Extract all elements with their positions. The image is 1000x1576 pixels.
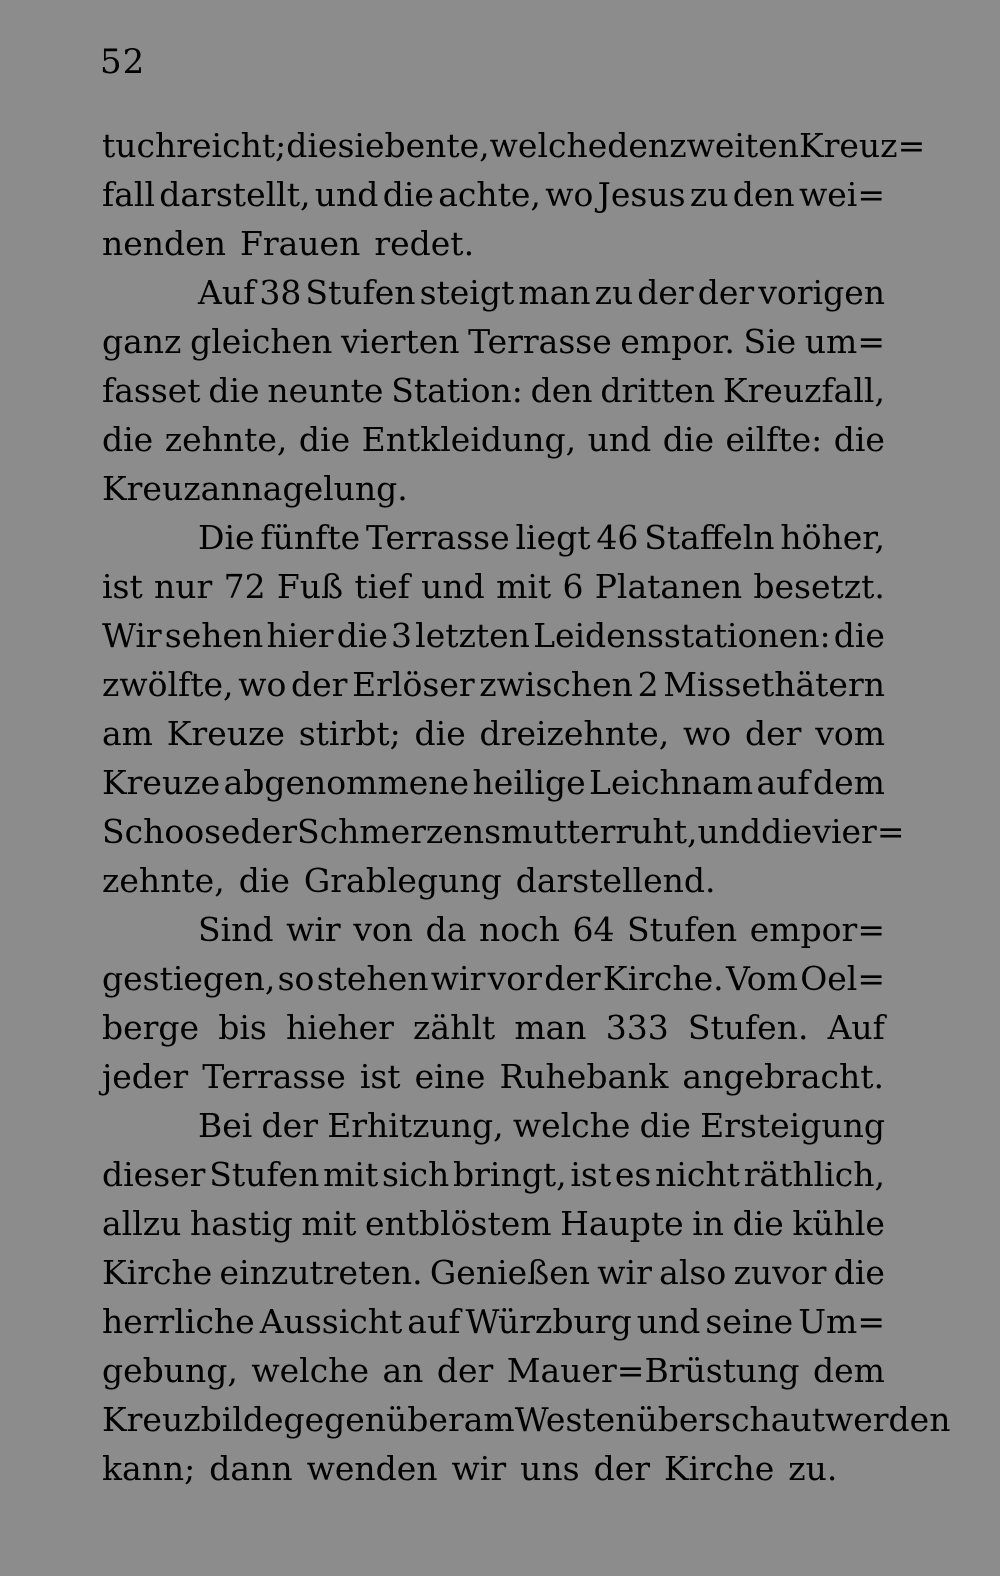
word: und — [636, 1302, 701, 1341]
word: Haupte — [560, 1204, 684, 1243]
word: wir — [430, 959, 486, 998]
word: letzten — [415, 616, 530, 655]
word: bis — [218, 1008, 267, 1047]
word: nur — [154, 567, 213, 606]
word: Sie — [743, 322, 797, 361]
word: mit — [323, 1155, 379, 1194]
word: die — [833, 616, 885, 655]
text-line — [102, 905, 885, 954]
text-line — [102, 464, 885, 513]
word: der — [436, 1351, 494, 1390]
word: 2 — [637, 665, 659, 704]
word: Fuß — [276, 567, 344, 606]
word: ist — [570, 1155, 612, 1194]
word: einzutreten. — [219, 1253, 423, 1292]
word: Kirche — [664, 1449, 775, 1488]
word: vierten — [340, 322, 460, 361]
word: nicht — [655, 1155, 740, 1194]
word: jeder — [102, 1057, 189, 1096]
text-line — [102, 1150, 885, 1199]
word: so — [277, 959, 315, 998]
text-line — [102, 366, 885, 415]
word: den — [732, 175, 795, 214]
word: sehen — [164, 616, 264, 655]
word: welche — [489, 126, 608, 165]
word: siebente, — [337, 126, 490, 165]
word: die — [102, 420, 154, 459]
word: Um= — [798, 1302, 885, 1341]
word: seine — [705, 1302, 794, 1341]
word: auf — [756, 763, 810, 802]
word: der — [240, 812, 297, 851]
word: Station: — [391, 371, 523, 410]
text-line — [102, 660, 885, 709]
text-line — [102, 513, 885, 562]
text-line — [102, 611, 885, 660]
word: der — [544, 959, 601, 998]
word: Genießen — [429, 1253, 590, 1292]
word: kann; — [102, 1449, 196, 1488]
word: Stufen — [209, 1155, 320, 1194]
word: wir — [286, 910, 341, 949]
text-line — [102, 709, 885, 758]
word: reicht; — [176, 126, 287, 165]
word: Aussicht — [259, 1302, 403, 1341]
text-line — [102, 415, 885, 464]
word: 64 — [572, 910, 615, 949]
text-line — [102, 1052, 885, 1101]
word: redet. — [374, 224, 475, 263]
word: um= — [804, 322, 885, 361]
word: tief — [354, 567, 410, 606]
word: wo — [545, 175, 594, 214]
word: da — [425, 910, 467, 949]
word: wei= — [798, 175, 885, 214]
word: entblöstem — [364, 1204, 552, 1243]
word: die — [298, 420, 351, 459]
word: zehnte, — [164, 420, 288, 459]
word: vom — [815, 714, 885, 753]
word: man — [514, 1008, 587, 1047]
word: die — [833, 1253, 885, 1292]
word: 46 — [596, 518, 639, 557]
word: Terrasse — [366, 518, 510, 557]
word: welche — [512, 1106, 631, 1145]
word: Schoose — [102, 812, 241, 851]
word: neunte — [267, 371, 384, 410]
word: berge — [102, 1008, 200, 1047]
word: herrliche — [102, 1302, 255, 1341]
text-line — [102, 1248, 885, 1297]
word: stirbt; — [298, 714, 401, 753]
text-line — [102, 856, 885, 905]
word: wenden — [306, 1449, 438, 1488]
word: tuch — [102, 126, 177, 165]
word: heilige — [472, 763, 586, 802]
page-number: 52 — [100, 42, 146, 82]
word: den — [530, 371, 593, 410]
word: an — [382, 1351, 424, 1390]
word: nenden — [102, 224, 226, 263]
word: also — [659, 1253, 727, 1292]
word: Frauen — [239, 224, 361, 263]
word: dem — [813, 1351, 885, 1390]
word: Oel= — [800, 959, 885, 998]
word: und — [697, 812, 762, 851]
word: hier — [266, 616, 334, 655]
word: und — [587, 420, 652, 459]
word: achte, — [438, 175, 541, 214]
word: Kreuzannagelung. — [102, 469, 408, 508]
word: zwölfte, — [102, 665, 234, 704]
text-line — [102, 1395, 951, 1444]
word: die — [336, 616, 388, 655]
word: vier= — [812, 812, 905, 851]
word: Stufen — [627, 910, 738, 949]
word: Ersteigung — [700, 1106, 885, 1145]
text-line — [102, 219, 885, 268]
word: die — [761, 812, 813, 851]
word: Kreuzbilde — [102, 1400, 284, 1439]
word: angebracht. — [682, 1057, 885, 1096]
word: Auf — [198, 273, 256, 312]
word: den — [607, 126, 670, 165]
word: Missethätern — [663, 665, 885, 704]
text-line — [102, 268, 885, 317]
word: Mauer=Brüstung — [506, 1351, 800, 1390]
word: Wir — [102, 616, 162, 655]
word: die — [238, 861, 290, 900]
word: Stufen. — [687, 1008, 809, 1047]
word: die — [662, 420, 714, 459]
text-line — [102, 170, 885, 219]
word: zu — [594, 273, 634, 312]
word: darstellt, — [159, 175, 311, 214]
word: es — [614, 1155, 652, 1194]
text-line — [102, 1199, 885, 1248]
text-line — [102, 1346, 885, 1395]
word: uns — [520, 1449, 580, 1488]
word: 6 — [562, 567, 584, 606]
word: eine — [414, 1057, 486, 1096]
text-line — [102, 1444, 885, 1493]
word: 333 — [605, 1008, 669, 1047]
word: in — [692, 1204, 725, 1243]
word: Auf — [827, 1008, 885, 1047]
word: Westen — [514, 1400, 637, 1439]
word: zu. — [788, 1449, 838, 1488]
word: Kreuze — [102, 763, 221, 802]
word: abgenommene — [223, 763, 470, 802]
word: Kirche. — [602, 959, 724, 998]
word: stehen — [316, 959, 429, 998]
word: werden — [825, 1400, 951, 1439]
text-line — [102, 1003, 885, 1052]
word: Kirche — [102, 1253, 213, 1292]
word: hastig — [189, 1204, 293, 1243]
word: steigt — [419, 273, 515, 312]
word: Sind — [198, 910, 274, 949]
word: empor= — [749, 910, 885, 949]
word: Leichnam — [589, 763, 753, 802]
word: mit — [496, 567, 552, 606]
word: dem — [813, 763, 885, 802]
word: dreizehnte, — [479, 714, 670, 753]
word: die — [382, 175, 434, 214]
word: dann — [209, 1449, 293, 1488]
word: die — [414, 714, 466, 753]
word: Schmerzensmutter — [296, 812, 616, 851]
word: zu — [689, 175, 729, 214]
word: wir — [597, 1253, 652, 1292]
word: fasset — [102, 371, 201, 410]
text-line — [102, 954, 885, 1003]
word: wir — [451, 1449, 507, 1488]
word: vor — [487, 959, 542, 998]
word: gebung, — [102, 1351, 238, 1390]
word: eilfte: — [725, 420, 823, 459]
word: Würzburg — [465, 1302, 632, 1341]
word: darstellend. — [515, 861, 716, 900]
word: vorigen — [758, 273, 885, 312]
word: der — [697, 273, 755, 312]
word: der — [291, 665, 348, 704]
word: Kreuzfall, — [722, 371, 885, 410]
text-line — [102, 1101, 885, 1150]
word: Grablegung — [303, 861, 502, 900]
text-line — [102, 317, 885, 366]
word: Ruhebank — [499, 1057, 669, 1096]
word: Entkleidung, — [361, 420, 577, 459]
word: zuvor — [733, 1253, 827, 1292]
word: Kreuze — [166, 714, 285, 753]
word: gleichen — [190, 322, 333, 361]
word: Leidensstationen: — [533, 616, 831, 655]
word: der — [593, 1449, 651, 1488]
word: wo — [238, 665, 287, 704]
word: die — [833, 420, 885, 459]
word: überschaut — [636, 1400, 825, 1439]
word: Kreuz= — [798, 126, 926, 165]
word: ganz — [102, 322, 182, 361]
word: wo — [683, 714, 732, 753]
word: und — [421, 567, 485, 606]
word: 38 — [259, 273, 302, 312]
word: 3 — [391, 616, 413, 655]
word: von — [353, 910, 414, 949]
text-line — [102, 758, 885, 807]
word: der — [744, 714, 802, 753]
word: Vom — [725, 959, 798, 998]
word: Bei — [198, 1106, 253, 1145]
word: besetzt. — [753, 567, 885, 606]
text-line — [102, 121, 926, 170]
word: am — [102, 714, 153, 753]
word: ist — [102, 567, 143, 606]
word: allzu — [102, 1204, 182, 1243]
word: der — [261, 1106, 318, 1145]
word: fünfte — [260, 518, 361, 557]
word: hieher — [286, 1008, 394, 1047]
word: Jesus — [597, 175, 686, 214]
word: gestiegen, — [102, 959, 276, 998]
word: zweiten — [669, 126, 799, 165]
word: die — [732, 1204, 784, 1243]
word: bringt, — [452, 1155, 567, 1194]
word: höher, — [780, 518, 885, 557]
word: welche — [251, 1351, 369, 1390]
word: liegt — [515, 518, 591, 557]
word: dieser — [102, 1155, 206, 1194]
word: Stufen — [305, 273, 416, 312]
word: man — [518, 273, 591, 312]
word: die — [286, 126, 338, 165]
word: Terrasse — [202, 1057, 346, 1096]
word: am — [463, 1400, 515, 1439]
word: zwischen — [479, 665, 633, 704]
word: sich — [381, 1155, 450, 1194]
word: Platanen — [594, 567, 743, 606]
text-line — [102, 807, 905, 856]
text-line — [102, 1297, 885, 1346]
word: die — [639, 1106, 691, 1145]
word: der — [637, 273, 694, 312]
word: gegenüber — [283, 1400, 464, 1439]
word: räthlich, — [743, 1155, 885, 1194]
word: Staffeln — [644, 518, 775, 557]
word: mit — [301, 1204, 357, 1243]
text-line — [102, 562, 885, 611]
word: empor. — [620, 322, 735, 361]
word: ruht, — [615, 812, 698, 851]
word: noch — [479, 910, 560, 949]
word: zehnte, — [102, 861, 225, 900]
word: Erhitzung, — [327, 1106, 504, 1145]
word: fall — [102, 175, 155, 214]
word: die — [208, 371, 260, 410]
word: dritten — [600, 371, 716, 410]
word: Die — [198, 518, 255, 557]
word: zählt — [413, 1008, 496, 1047]
word: auf — [407, 1302, 461, 1341]
word: und — [314, 175, 379, 214]
word: ist — [359, 1057, 401, 1096]
body-text — [102, 121, 951, 1493]
word: kühle — [792, 1204, 885, 1243]
word: 72 — [223, 567, 266, 606]
word: Erlöser — [352, 665, 475, 704]
word: Terrasse — [468, 322, 612, 361]
